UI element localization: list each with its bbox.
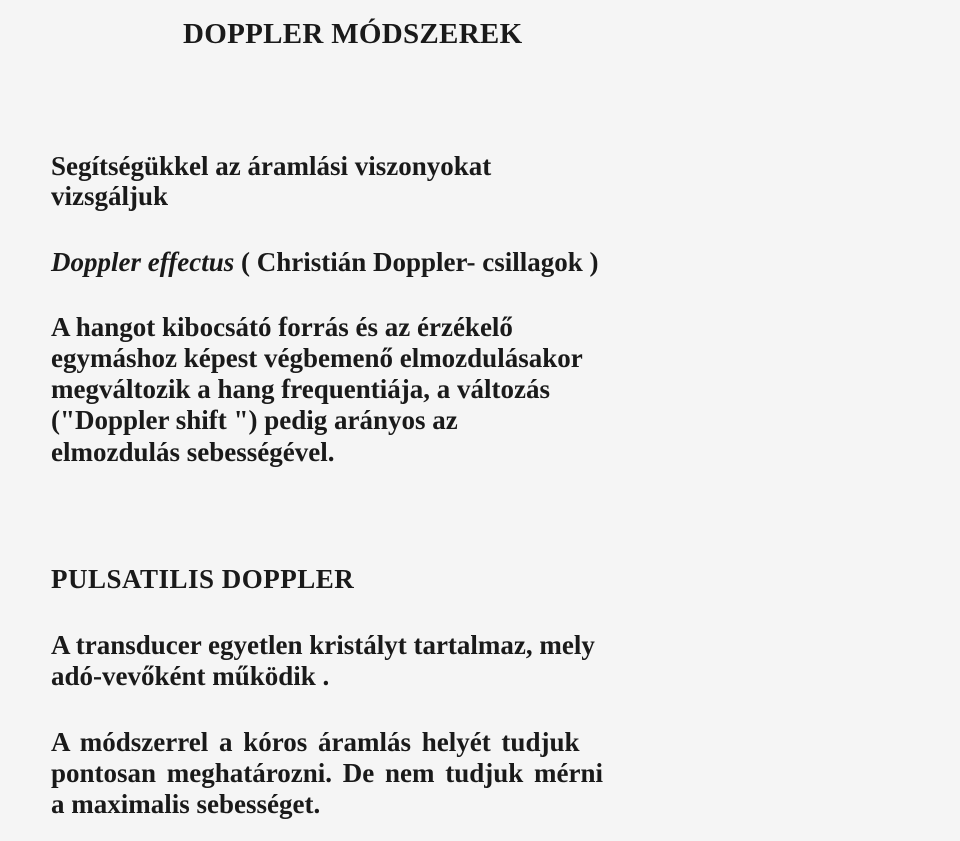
doppler-effect-line [51,247,598,277]
paragraph1-line-2: egymáshoz képest végbemenő elmozdulásakor [51,343,583,373]
document-title: DOPPLER MÓDSZEREK [183,18,523,50]
doppler-effect-note: ( Christián Doppler- csillagok ) [234,247,599,277]
section-heading-pulsatilis: PULSATILIS DOPPLER [51,564,355,594]
paragraph3-line-2: pontosan meghatározni. De nem tudjuk mérni [51,758,604,788]
paragraph1-line-1: A hangot kibocsátó forrás és az érzékelő [51,312,513,342]
intro-line-1: Segítségükkel az áramlási viszonyokat [51,151,492,181]
paragraph1-line-5: elmozdulás sebességével. [51,437,335,467]
doppler-effect-term: Doppler effectus [51,247,235,277]
paragraph1-line-3: megváltozik a hang frequentiája, a változás [51,374,550,404]
intro-line-2: vizsgáljuk [51,181,169,211]
paragraph3-line-1: A módszerrel a kóros áramlás helyét tudjuk [51,727,580,757]
paragraph1-line-4: ("Doppler shift ") pedig arányos az [51,405,458,435]
paragraph2-line-1: A transducer egyetlen kristályt tartalmaz, mely [51,630,595,660]
paragraph3-line-3: a maximalis sebességet. [51,789,321,819]
paragraph2-line-2: adó-vevőként működik . [51,661,330,691]
